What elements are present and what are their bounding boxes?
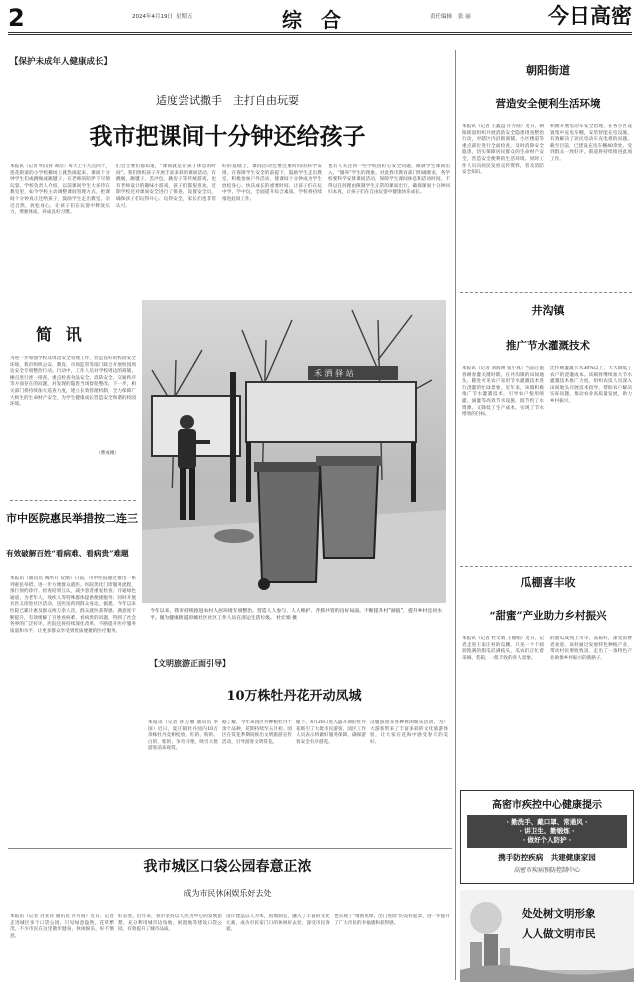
- lead-column-4: 也有人关注到一些学校因担心安全问题，限制学生课间出入，“圈养”学生的现象。对此我市教育部门明确要求，各学校要科学安排课间活动，保障学生课间休息和活动时间，不得以任何理由限制学生正常的课间出行，确保课间十分钟回归本真，让孩子们在自由玩耍中健康快乐成长。: [328, 164, 450, 196]
- editor-label: 责任编辑: [430, 14, 453, 20]
- health-ad-line-3: · 做好个人防护 ·: [522, 836, 572, 844]
- page-number: 2: [8, 4, 25, 32]
- hospital-subtitle: 有效破解百姓“看病难、看病贵”难题: [6, 549, 129, 558]
- park-column-3: 设计建造以人为本，因地制宜，融入了丰富的文化元素，成为市民家门口的休闲好去处，深受市民喜爱。: [226, 914, 330, 933]
- news-photo: [142, 300, 446, 603]
- melon-column-1: 本报讯（记者 杜文娟 王丽娟）近日，记者走进王家庄村的瓜棚，只见一个个圆润饱满的甜瓜挂满枝头，瓜农们正忙着采摘、装箱，一派丰收的喜人景象。: [462, 636, 544, 661]
- peony-column-4: 汉服游园等各种休闲娱乐活动，为广大游客带来了丰富多彩的文化旅游体验，让大家在花海中感受春天的美好。: [370, 720, 448, 745]
- jinggou-title: 推广节水灌溉技术: [506, 340, 590, 352]
- peony-column-2: 据了解，今年该园区共种植牡丹十余个品种，花期持续至五月初。园区在赏花季期间推出文明旅游宣传活动，引导游客文明赏花。: [222, 720, 292, 745]
- jinggou-separator: [460, 566, 632, 567]
- health-ad-title: 高密市疾控中心健康提示: [492, 800, 602, 811]
- melon-column-2: 的甜瓜成熟上市早、品质好，深受消费者欢迎。该村通过发展特色种植产业，带动村民增收致富，走出了一条特色产业助推乡村振兴的新路子。: [550, 636, 632, 661]
- health-ad-line-1: · 勤洗手、戴口罩、常通风 ·: [506, 818, 588, 826]
- peony-title: 10万株牡丹花开动凤城: [226, 689, 362, 704]
- health-ad-line-2: · 讲卫生、勤锻炼 ·: [519, 827, 575, 835]
- chaoyang-area: 朝阳街道: [526, 64, 570, 77]
- park-column-1: 本报讯（记者 肖亚萍 通讯员 许方圆）近日，记者走进城区多个口袋公园，只见绿意盎然，花草繁茂，不少市民在这里散步健身、休闲娱乐，好不惬意。: [10, 914, 114, 939]
- park-subtitle: 成为市民休闲娱乐好去处: [183, 889, 272, 898]
- civilization-ad: [460, 890, 634, 982]
- civilization-ad-line-1: 处处树文明形象: [522, 908, 596, 920]
- photo-sign-text: 禾 洒 驿 站: [314, 369, 354, 378]
- peony-column-1: 本报讯（记者 孙万丽 通讯员 李国）近日，夏庄镇牡丹园内10万余株牡丹竞相绽放，红的、粉的、白的、紫的，争奇斗艳，吸引大批游客前来观赏。: [148, 720, 218, 752]
- park-column-2: 好去处。近年来，我市坚持以人民为中心的发展思想，充分利用城市边角地、闲置地等建设口袋公园，有效提升了城市品质。: [118, 914, 222, 933]
- brief-credit: （曹成刚）: [96, 451, 119, 456]
- chaoyang-column-2: 积极开展电动车安全治理，在各小区设置集中充电车棚，安装智能充电设施，有效解决了居民电动车充电难的问题。截至目前，已建设充电车棚40余处，受到群众一致好评。街道将持续推进此项工作。: [550, 124, 632, 162]
- peony-kicker: 【文明旅游正面引导】: [150, 659, 230, 668]
- park-column-4: 也实现了“推窗见绿、出门进园”的美好愿景，进一步提升了广大市民的幸福感和获得感。: [334, 914, 450, 926]
- health-ad-banner: 携手防控疾病 共建健康家园: [498, 853, 596, 862]
- paper-name: 今日高密: [548, 3, 632, 28]
- hospital-body: 本报讯（通讯员 阎所升 仪刚）日前，市中医院通过推出一系列惠民举措，进一步方便群众就医。医院优化门诊服务流程，推行预约诊疗、检查结果互认，减少患者重复检查；开通绿色通道，为老年人、残疾人等特殊群体提供便捷服务；同时开展名医义诊进社区活动，送医送药到群众身边。据悉，今年以来医院已累计惠及群众两万余人次，群众就医获得感、满意度不断提升，有效缓解了百姓看病难、看病贵的问题，得到了社会各界的广泛好评。医院还将持续深化改革，不断提升医疗服务质量和水平，让更多群众享受到优质便捷的医疗服务。: [10, 576, 136, 634]
- chaoyang-separator: [460, 292, 632, 293]
- jinggou-column-1: 本报讯（记者 刘海洲 张小真）当前正值春耕春灌关键时期，在井沟镇的田间地头，随处可见农户采用节水灌溉技术进行浇灌的忙碌景象。近年来，该镇积极推广节水灌溉技术，引导农户使用喷灌、滴灌等高效节水设施，既节约了水资源，又降低了生产成本，实现了节水增效的目标。: [462, 366, 544, 418]
- brief-separator: [10, 500, 136, 501]
- brief-body: 为进一步加强学校及周边安全管理工作，营造良好的校园安全环境，我市组织公安、教育、市场监管等部门联合开展校园周边安全专项整治行动。行动中，工作人员对学校周边的商铺、摊点进行逐一排查，重点检查食品安全、消防安全、交通秩序等方面存在的问题，对发现的隐患当场督促整改。下一步，相关部门将持续加大巡查力度，建立长效管理机制，全力保障广大师生的生命财产安全，为学生健康成长营造安全和谐的校园环境。: [10, 356, 136, 408]
- masthead-rule: [8, 32, 632, 35]
- chaoyang-title: 营造安全便利生活环境: [495, 98, 601, 110]
- column-divider: [455, 50, 456, 980]
- lead-column-1: 本报讯（记者 明汉祥 谭浩）每天上午九点四十，莲花街道的小学校操场上就热闹起来，课间十分钟学生们或跳绳或踢毽子，在老师的陪伴下尽情玩耍。学校负责人介绍，以前课间学生大多待在教室里，如今学校主动调整课间管理方式，把课间十分钟真正还给孩子，鼓励学生走出教室、亲近自然、放松身心，让孩子们在玩耍中释放压力，增强体质，养成良好习惯。: [10, 164, 110, 216]
- melon-area: 瓜棚喜丰收: [520, 576, 576, 589]
- chaoyang-column-1: 本报讯（记者 王鑫益 许方圆）近日，朝阳街道组织开展消防安全隐患排查整治行动，对辖区内沿街商铺、小区楼道等重点部位进行全面检查，及时消除安全隐患，切实保障居民群众的生命财产安全，营造安全便利的生活环境。同时工作人员向居民发放宣传资料，普及消防安全知识。: [462, 124, 544, 176]
- civilization-ad-line-2: 人人做文明市民: [522, 928, 596, 940]
- lead-column-2: 们会主要们都知道，“课间就是让孩子休息的时间”。我们组织孩子开展丰富多彩的课间活动，有跳绳、踢毽子、丢沙包、跳房子等传统游戏，也有老师设计的趣味小游戏，孩子们都很喜欢。近期学校还对课间安全进行了排查，设置安全员，确保孩子们玩得开心、玩得安全，家长们也非常认可。: [116, 164, 216, 209]
- jinggou-column-2: 比传统灌溉节水30%以上，大大降低了农户的浇灌成本。该镇将继续加大节水灌溉技术推广力度，组织农技人员深入田间地头开展技术指导，帮助农户解决实际问题，推动农业高质量发展，助力乡村振兴。: [550, 366, 632, 404]
- lead-column-3: 好的基础上，课间活动还要注重时间的科学安排。在保障学生安全的前提下，鼓励学生走出教室，积极参加户外活动，使课间十分钟成为学生放松身心、快乐成长的重要时间，让孩子们在玩中学、学中玩，全面提升综合素质。学校将持续推进此项工作。: [222, 164, 322, 202]
- health-ad: [460, 790, 634, 884]
- melon-title: “甜蜜”产业助力乡村振兴: [489, 610, 607, 622]
- peony-column-3: 眼下，4月20日进入盛开期的牡丹花吸引了大批市民游客，园区工作人员表示将做好服务保障，确保游客安全有序游览。: [296, 720, 366, 745]
- lead-subtitle: 适度尝试撒手 主打自由玩耍: [156, 94, 299, 107]
- jinggou-area: 井沟镇: [531, 304, 565, 317]
- issue-weekday: 星期五: [176, 14, 193, 20]
- park-top-rule: [8, 848, 452, 849]
- lead-kicker: 【保护未成年人健康成长】: [10, 57, 113, 67]
- photo-caption: 今年以来，我市持续推进农村人居环境专项整治，营造人人参与、人人维护、齐抓共管的良好局面。不断提升村“颜值”，提升乡村宜居水平。图为健康街道府城社区社区工作人员在清运生活垃圾。 杜宏娟 摄: [150, 609, 442, 621]
- lead-title: 我市把课间十分钟还给孩子: [89, 123, 366, 150]
- health-ad-footer: 高密市疾病预防控制中心: [513, 867, 580, 874]
- issue-date: 2024年4月19日: [132, 14, 173, 20]
- park-title: 我市城区口袋公园春意正浓: [143, 859, 312, 875]
- hospital-title: 市中医院惠民举措按二连三: [6, 512, 138, 525]
- editor-name: 张 丽: [458, 14, 471, 20]
- brief-title: 简 讯: [36, 325, 86, 344]
- section-title: 综 合: [282, 8, 347, 32]
